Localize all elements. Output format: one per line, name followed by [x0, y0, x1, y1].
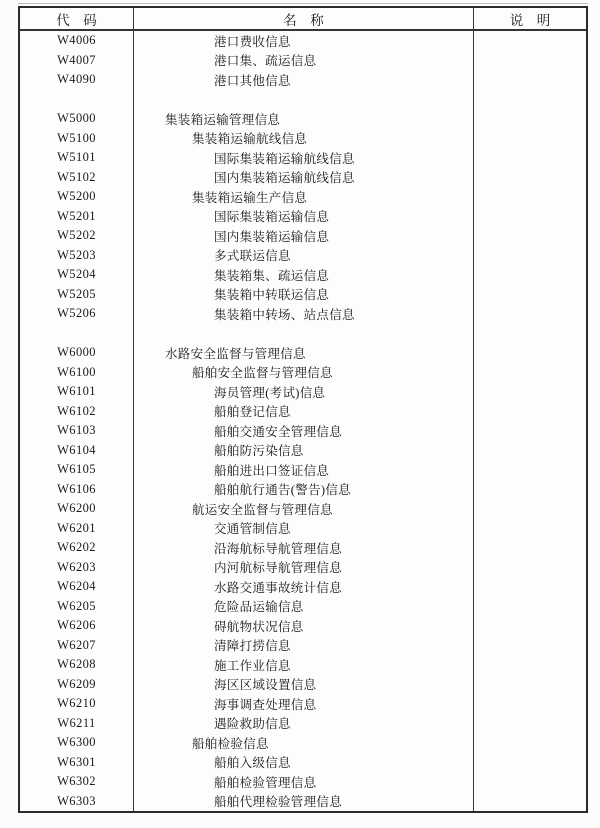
- remark-cell: [474, 207, 586, 227]
- code-cell: W5101: [20, 148, 134, 168]
- remark-cell: [474, 636, 586, 656]
- code-cell: W6300: [20, 733, 134, 753]
- table-row: [20, 51, 586, 71]
- remark-cell: [474, 655, 586, 675]
- name-cell: 国际集装箱运输信息: [134, 207, 474, 227]
- table-row: [20, 597, 586, 617]
- table-row: [20, 70, 586, 90]
- table-row: [20, 714, 586, 734]
- table-row: [20, 402, 586, 422]
- table-row: [20, 109, 586, 129]
- table-body: [20, 31, 586, 811]
- table-row: [20, 324, 586, 344]
- remark-cell: [474, 285, 586, 305]
- name-cell: 船舶登记信息: [134, 402, 474, 422]
- remark-cell: [474, 129, 586, 149]
- name-cell: 海区区域设置信息: [134, 675, 474, 695]
- name-cell: 多式联运信息: [134, 246, 474, 266]
- remark-cell: [474, 226, 586, 246]
- table-row: [20, 31, 586, 51]
- code-cell: W5203: [20, 246, 134, 266]
- table-row: [20, 441, 586, 461]
- code-cell: W5204: [20, 265, 134, 285]
- remark-cell: [474, 109, 586, 129]
- code-cell: W6203: [20, 558, 134, 578]
- table-row: [20, 753, 586, 773]
- remark-cell: [474, 31, 586, 51]
- code-cell: W6207: [20, 636, 134, 656]
- remark-cell: [474, 70, 586, 90]
- code-cell: W4090: [20, 70, 134, 90]
- name-cell: 船舶入级信息: [134, 753, 474, 773]
- code-cell: W6200: [20, 499, 134, 519]
- table-row: [20, 226, 586, 246]
- code-cell: W5200: [20, 187, 134, 207]
- name-cell: 海事调查处理信息: [134, 694, 474, 714]
- remark-cell: [474, 499, 586, 519]
- name-cell: 碍航物状况信息: [134, 616, 474, 636]
- header-remark: 说 明: [509, 12, 551, 28]
- name-cell: 清障打捞信息: [134, 636, 474, 656]
- table-row: [20, 168, 586, 188]
- remark-cell: [474, 753, 586, 773]
- remark-cell: [474, 616, 586, 636]
- code-cell: W5205: [20, 285, 134, 305]
- code-cell: W5102: [20, 168, 134, 188]
- remark-cell: [474, 246, 586, 266]
- code-cell: W6211: [20, 714, 134, 734]
- table-row: [20, 129, 586, 149]
- name-cell: 船舶代理检验管理信息: [134, 792, 474, 812]
- remark-cell: [474, 577, 586, 597]
- code-cell: [20, 324, 134, 344]
- remark-cell: [474, 90, 586, 110]
- remark-cell: [474, 382, 586, 402]
- name-cell: 交通管制信息: [134, 519, 474, 539]
- code-cell: W6105: [20, 460, 134, 480]
- code-cell: W5000: [20, 109, 134, 129]
- table-row: [20, 421, 586, 441]
- code-table: [18, 6, 588, 813]
- name-cell: 集装箱运输生产信息: [134, 187, 474, 207]
- name-cell: 船舶进出口签证信息: [134, 460, 474, 480]
- code-cell: W6205: [20, 597, 134, 617]
- remark-cell: [474, 733, 586, 753]
- name-cell: [134, 90, 474, 110]
- remark-cell: [474, 597, 586, 617]
- table-row: [20, 285, 586, 305]
- name-cell: 船舶防污染信息: [134, 441, 474, 461]
- code-cell: W4007: [20, 51, 134, 71]
- name-cell: 集装箱集、疏运信息: [134, 265, 474, 285]
- code-cell: W6206: [20, 616, 134, 636]
- table-row: [20, 382, 586, 402]
- name-cell: 港口费收信息: [134, 31, 474, 51]
- code-cell: W6103: [20, 421, 134, 441]
- name-cell: 航运安全监督与管理信息: [134, 499, 474, 519]
- remark-cell: [474, 480, 586, 500]
- table-row: [20, 304, 586, 324]
- table-row: [20, 460, 586, 480]
- remark-cell: [474, 772, 586, 792]
- table-row: [20, 246, 586, 266]
- code-cell: W6210: [20, 694, 134, 714]
- remark-cell: [474, 148, 586, 168]
- code-cell: W6104: [20, 441, 134, 461]
- name-cell: 船舶安全监督与管理信息: [134, 363, 474, 383]
- table-row: [20, 636, 586, 656]
- code-cell: W6301: [20, 753, 134, 773]
- name-cell: 船舶航行通告(警告)信息: [134, 480, 474, 500]
- header-name: 名 称: [134, 8, 474, 29]
- table-row: [20, 655, 586, 675]
- code-cell: [20, 90, 134, 110]
- remark-cell: [474, 265, 586, 285]
- name-cell: 遇险救助信息: [134, 714, 474, 734]
- remark-cell: [474, 519, 586, 539]
- remark-cell: [474, 675, 586, 695]
- table-row: [20, 90, 586, 110]
- name-cell: 水路交通事故统计信息: [134, 577, 474, 597]
- code-cell: W5201: [20, 207, 134, 227]
- name-cell: 国际集装箱运输航线信息: [134, 148, 474, 168]
- name-cell: 船舶检验信息: [134, 733, 474, 753]
- code-cell: W6204: [20, 577, 134, 597]
- remark-cell: [474, 324, 586, 344]
- table-row: [20, 148, 586, 168]
- code-cell: W6201: [20, 519, 134, 539]
- code-cell: W6102: [20, 402, 134, 422]
- remark-cell: [474, 441, 586, 461]
- remark-cell: [474, 714, 586, 734]
- table-row: [20, 363, 586, 383]
- code-cell: W6302: [20, 772, 134, 792]
- code-cell: W6000: [20, 343, 134, 363]
- remark-cell: [474, 558, 586, 578]
- code-cell: W6208: [20, 655, 134, 675]
- table-row: [20, 792, 586, 812]
- remark-cell: [474, 402, 586, 422]
- code-cell: W5202: [20, 226, 134, 246]
- remark-cell: [474, 460, 586, 480]
- table-row: [20, 265, 586, 285]
- name-cell: 沿海航标导航管理信息: [134, 538, 474, 558]
- remark-cell: [474, 51, 586, 71]
- name-cell: 危险品运输信息: [134, 597, 474, 617]
- remark-cell: [474, 187, 586, 207]
- remark-cell: [474, 363, 586, 383]
- name-cell: 国内集装箱运输航线信息: [134, 168, 474, 188]
- code-cell: W6106: [20, 480, 134, 500]
- name-cell: 港口其他信息: [134, 70, 474, 90]
- name-cell: 集装箱中转场、站点信息: [134, 304, 474, 324]
- code-cell: W5206: [20, 304, 134, 324]
- remark-cell: [474, 168, 586, 188]
- name-cell: 海员管理(考试)信息: [134, 382, 474, 402]
- code-cell: W6100: [20, 363, 134, 383]
- name-cell: 施工作业信息: [134, 655, 474, 675]
- remark-cell: [474, 792, 586, 812]
- name-cell: 集装箱中转联运信息: [134, 285, 474, 305]
- code-cell: W6101: [20, 382, 134, 402]
- name-cell: 船舶交通安全管理信息: [134, 421, 474, 441]
- code-cell: W5100: [20, 129, 134, 149]
- code-cell: W6209: [20, 675, 134, 695]
- table-row: [20, 616, 586, 636]
- name-cell: 船舶检验管理信息: [134, 772, 474, 792]
- table-row: [20, 733, 586, 753]
- table-row: [20, 499, 586, 519]
- name-cell: 国内集装箱运输信息: [134, 226, 474, 246]
- table-row: [20, 772, 586, 792]
- table-row: [20, 187, 586, 207]
- remark-cell: [474, 694, 586, 714]
- header-code: 代 码: [20, 8, 134, 29]
- name-cell: 内河航标导航管理信息: [134, 558, 474, 578]
- code-cell: W4006: [20, 31, 134, 51]
- remark-cell: [474, 304, 586, 324]
- name-cell: 集装箱运输航线信息: [134, 129, 474, 149]
- table-row: [20, 538, 586, 558]
- table-row: [20, 577, 586, 597]
- table-header-row: [20, 8, 586, 31]
- remark-cell: [474, 343, 586, 363]
- name-cell: 集装箱运输管理信息: [134, 109, 474, 129]
- code-cell: W6202: [20, 538, 134, 558]
- table-row: [20, 343, 586, 363]
- table-row: [20, 675, 586, 695]
- remark-cell: [474, 538, 586, 558]
- table-row: [20, 694, 586, 714]
- table-row: [20, 207, 586, 227]
- name-cell: [134, 324, 474, 344]
- remark-cell: [474, 421, 586, 441]
- name-cell: 水路安全监督与管理信息: [134, 343, 474, 363]
- table-row: [20, 519, 586, 539]
- table-row: [20, 558, 586, 578]
- name-cell: 港口集、疏运信息: [134, 51, 474, 71]
- code-cell: W6303: [20, 792, 134, 812]
- table-row: [20, 480, 586, 500]
